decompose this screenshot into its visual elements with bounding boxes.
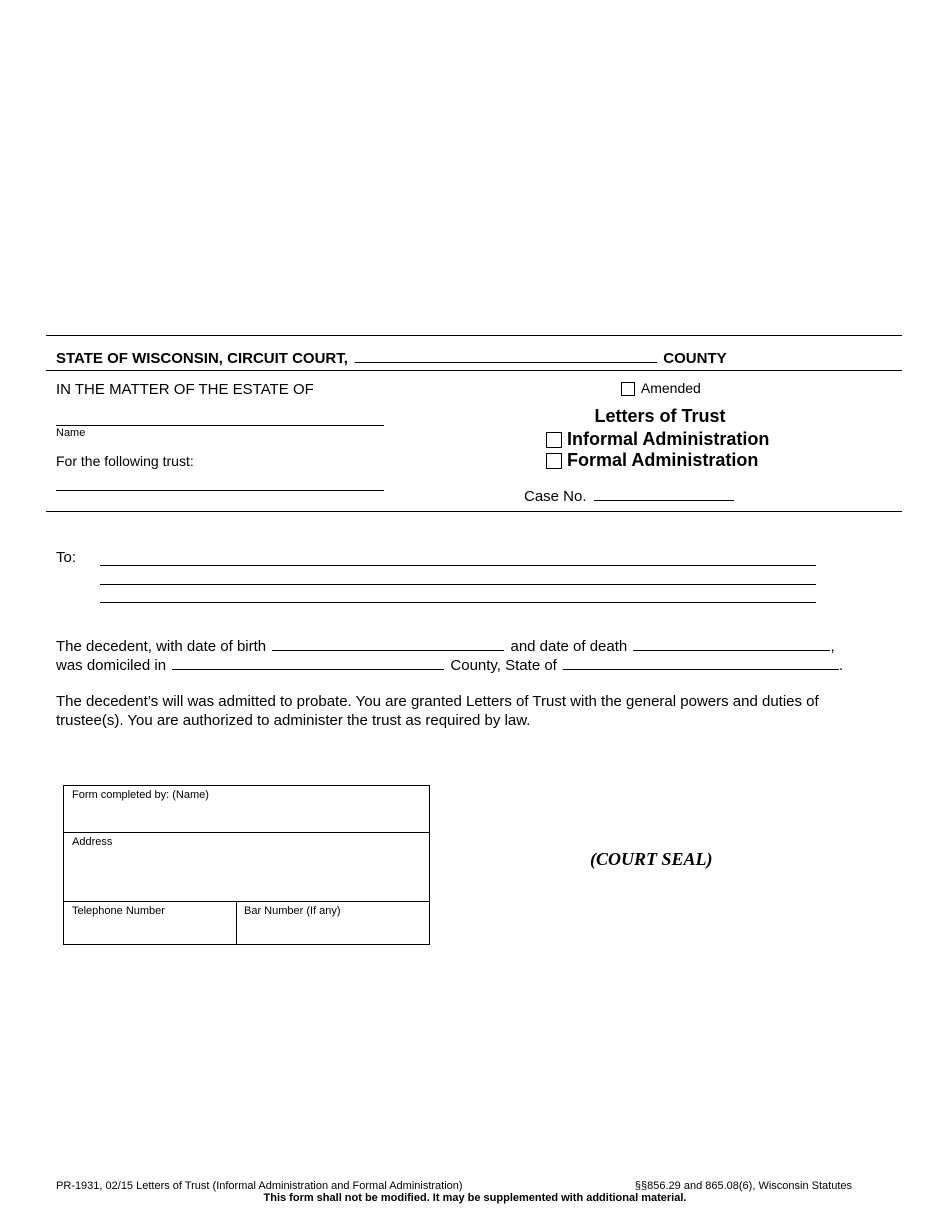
state-period: . (839, 657, 844, 674)
matter-label: IN THE MATTER OF THE ESTATE OF (56, 381, 314, 398)
dod-comma: , (830, 638, 835, 655)
informal-row (546, 429, 769, 450)
header-top-rule (46, 335, 902, 336)
preparer-address-label: Address (72, 836, 113, 848)
court-header (56, 348, 727, 367)
name-caption: Name (56, 427, 86, 439)
dod-label: and date of death (510, 638, 628, 655)
decedent-line-1 (56, 636, 835, 655)
preparer-bar-label: Bar Number (If any) (244, 905, 341, 917)
amended-checkbox[interactable] (621, 382, 635, 396)
trust-name-input[interactable] (56, 490, 384, 491)
preparer-name-label: Form completed by: (Name) (72, 789, 209, 801)
domicile-label: was domiciled in (56, 657, 167, 674)
county-input[interactable] (355, 348, 657, 363)
preparer-bar-cell[interactable] (237, 902, 429, 944)
state-label: County, State of (450, 657, 557, 674)
preparer-name-cell[interactable] (64, 786, 429, 833)
informal-administration-label: Informal Administration (567, 429, 770, 449)
amended-row (621, 380, 701, 396)
dob-input[interactable] (272, 636, 504, 651)
formal-administration-label: Formal Administration (567, 450, 759, 470)
footer-statutes: §§856.29 and 865.08(6), Wisconsin Statutes (634, 1180, 852, 1192)
authority-paragraph: The decedent’s will was admitted to probate. You are granted Letters of Trust with the general powers and duties of trustee(s). You are authorized to administer the trust as required by law. (56, 693, 819, 729)
state-input[interactable] (563, 655, 839, 670)
court-label: STATE OF WISCONSIN, CIRCUIT COURT, (56, 350, 348, 367)
preparer-box (63, 785, 430, 945)
preparer-phone-cell[interactable] (64, 902, 237, 944)
dod-input[interactable] (633, 636, 830, 651)
to-label: To: (56, 549, 77, 566)
formal-row (546, 450, 758, 471)
decedent-line-2 (56, 655, 843, 674)
caption-bottom-rule (46, 511, 902, 512)
recipient-line-3[interactable] (100, 602, 816, 603)
case-number-label: Case No. (524, 488, 587, 505)
recipient-line-2[interactable] (100, 584, 816, 585)
preparer-phone-label: Telephone Number (72, 905, 165, 917)
recipient-line-1[interactable] (100, 565, 816, 566)
header-bottom-rule (46, 370, 902, 371)
footer-notice: This form shall not be modified. It may be supplemented with additional material. (263, 1192, 687, 1204)
informal-administration-checkbox[interactable] (546, 432, 562, 448)
preparer-address-cell[interactable] (64, 833, 429, 902)
case-number-row (524, 486, 734, 505)
dob-label: The decedent, with date of birth (56, 638, 267, 655)
formal-administration-checkbox[interactable] (546, 453, 562, 469)
amended-label: Amended (640, 380, 701, 396)
case-number-input[interactable] (594, 486, 734, 501)
form-title: Letters of Trust (594, 406, 726, 426)
footer-form-id: PR-1931, 02/15 Letters of Trust (Informal Administration and Formal Administration) (56, 1180, 463, 1192)
court-seal-label: (COURT SEAL) (590, 849, 713, 869)
trust-label: For the following trust: (56, 453, 194, 469)
domicile-county-input[interactable] (172, 655, 444, 670)
county-label: COUNTY (663, 350, 727, 367)
estate-name-input[interactable] (56, 425, 384, 426)
